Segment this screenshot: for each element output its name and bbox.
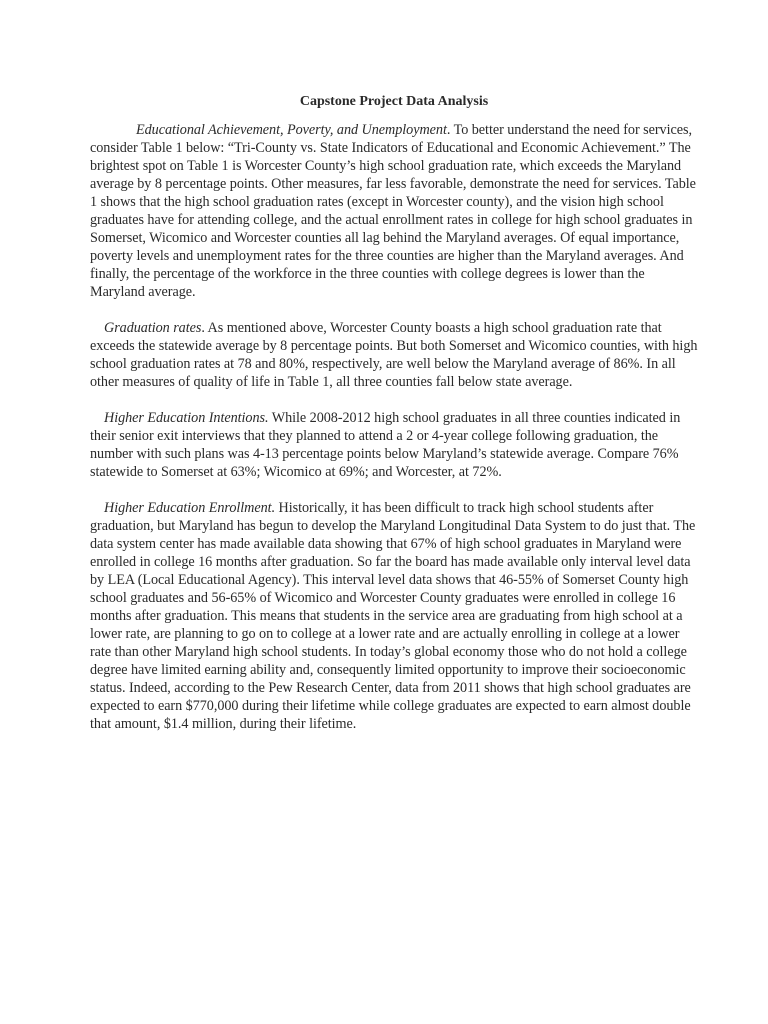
document-title: Capstone Project Data Analysis — [299, 94, 489, 109]
paragraph-text: . To better understand the need for services, consider Table 1 below: “Tri-County vs. State Indicators of Educational and Economic Achievement.” The brightest spot on Table 1 is Worcester County’s high school graduation rate, which exceeds the Maryland average by 8 percentage points. Other measures, far less favorable, demonstrate the need for services. Table 1 shows that the high school graduation rates (except in Worcester county), and the vision high school graduates have for attending college, and the actual enrollment rates in college for high school graduates in Somerset, Wicomico and Worcester counties all lag behind the Maryland averages. Of equal importance, poverty levels and unemployment rates for the three counties are higher than the Maryland averages. And finally, the percentage of the workforce in the three counties with college degrees is lower than the Maryland average. — [90, 122, 696, 300]
paragraph-higher-education-enrollment — [90, 499, 698, 733]
paragraph-text: . As mentioned above, Worcester County boasts a high school graduation rate that exceeds the statewide average by 8 percentage points. But both Somerset and Wicomico counties, with high school graduation rates at 78 and 80%, respectively, are well below the Maryland average of 86%. In all other measures of quality of life in Table 1, all three counties fall below state average. — [90, 320, 698, 390]
paragraph-lead: Educational Achievement, Poverty, and Unemployment — [136, 122, 447, 138]
paragraph-text: Historically, it has been difficult to track high school students after graduation, but Maryland has begun to develop the Maryland Longitudinal Data System to do just that. The data system center has made available data showing that 67% of high school graduates in Maryland were enrolled in college 16 months after graduation. So far the board has made available only interval level data by LEA (Local Educational Agency). This interval level data shows that 46-55% of Somerset County high school graduates and 56-65% of Wicomico and Worcester County graduates were enrolled in college 16 months after graduation. This means that students in the service area are graduating from high school at a lower rate, are planning to go on to college at a lower rate and are actually enrolling in college at a lower rate than other Maryland high school students. In today’s global economy those who do not hold a college degree have limited earning ability and, consequently limited opportunity to improve their socioeconomic status. Indeed, according to the Pew Research Center, data from 2011 shows that high school graduates are expected to earn $770,000 during their lifetime while college graduates are expected to earn almost double that amount, $1.4 million, during their lifetime. — [90, 500, 696, 732]
document-page — [90, 93, 698, 751]
paragraph-lead: Higher Education Intentions. — [104, 410, 269, 426]
paragraph-educational-achievement — [90, 121, 698, 301]
paragraph-higher-education-intentions — [90, 409, 698, 481]
paragraph-lead: Graduation rates — [104, 320, 202, 336]
paragraph-text: While 2008-2012 high school graduates in all three counties indicated in their senior exit interviews that they planned to attend a 2 or 4-year college following graduation, the number with such plans was 4-13 percentage points below Maryland’s statewide average. Compare 76% statewide to Somerset at 63%; Wicomico at 69%; and Worcester, at 72%. — [90, 410, 681, 480]
paragraph-lead: Higher Education Enrollment. — [104, 500, 276, 516]
paragraph-graduation-rates — [90, 319, 698, 391]
